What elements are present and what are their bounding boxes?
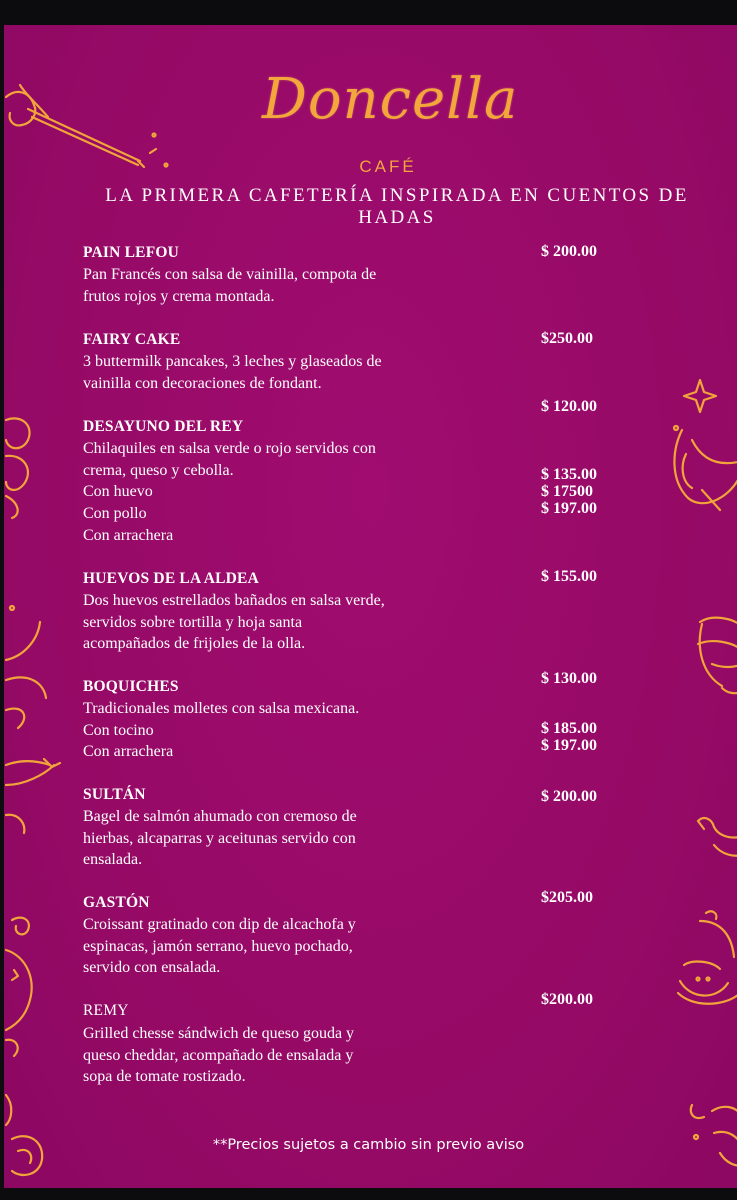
menu-item-price: $250.00 [541, 330, 593, 347]
option-price: $ 185.00 [541, 720, 597, 737]
tagline: LA PRIMERA CAFETERÍA INSPIRADA EN CUENTOS DE HADAS [105, 185, 689, 228]
option-price: $ 197.00 [541, 500, 597, 517]
option-price: $ 197.00 [541, 737, 597, 754]
menu-item-description [83, 264, 463, 307]
top-letterbox [0, 0, 737, 25]
price-disclaimer: **Precios sujetos a cambio sin previo aviso [212, 1137, 525, 1153]
menu-item-description [83, 1023, 463, 1088]
option-label: Con pollo [83, 505, 147, 523]
description-line: servidos sobre tortilla y hoja santa [83, 613, 303, 631]
description-line: Chilaquiles en salsa verde o rojo servidos con [83, 440, 376, 457]
menu-item-description [83, 351, 463, 394]
bottom-letterbox [0, 1188, 737, 1200]
option-label: Con tocino [83, 721, 154, 739]
description-line: Dos huevos estrellados bañados en salsa verde, [83, 592, 385, 609]
menu-item-price: $ 130.00 [541, 670, 597, 687]
menu-item-price: $ 200.00 [541, 243, 597, 260]
description-line: frutos rojos y crema montada. [83, 287, 275, 305]
option-label: Con arrachera [83, 526, 174, 544]
description-line: servido con ensalada. [83, 959, 221, 977]
description-line: acompañados de frijoles de la olla. [83, 635, 306, 653]
menu-item-name: SULTÁN [83, 786, 146, 803]
menu-item-description [83, 914, 463, 979]
menu-item-name: REMY [83, 1002, 129, 1019]
description-line: Pan Francés con salsa de vainilla, compota de [83, 266, 377, 283]
description-line: crema, queso y cebolla. [83, 461, 234, 479]
description-line: Bagel de salmón ahumado con cremoso de [83, 808, 357, 825]
menu-item-name: BOQUICHES [83, 678, 179, 695]
menu-item-price: $200.00 [541, 991, 593, 1008]
description-line: ensalada. [83, 851, 143, 869]
menu-item-name: GASTÓN [83, 894, 150, 911]
menu-item-description [83, 698, 463, 763]
logo-cafe-subtitle: CAFÉ [359, 157, 417, 176]
description-line: sopa de tomate rostizado. [83, 1068, 246, 1086]
description-line: vainilla con decoraciones de fondant. [83, 374, 322, 392]
menu-item-price: $ 200.00 [541, 788, 597, 805]
description-line: espinacas, jamón serrano, huevo pochado, [83, 937, 353, 955]
menu-item-price: $205.00 [541, 889, 593, 906]
menu-item-name: PAIN LEFOU [83, 244, 180, 261]
menu-item-name: FAIRY CAKE [83, 331, 181, 348]
menu-item-description [83, 806, 463, 871]
menu-page [4, 25, 737, 1188]
option-price: $ 17500 [541, 483, 593, 500]
description-line: queso cheddar, acompañado de ensalada y [83, 1046, 354, 1064]
option-label: Con huevo [83, 483, 153, 501]
description-line: 3 buttermilk pancakes, 3 leches y glaseados de [83, 353, 382, 370]
option-price: $ 135.00 [541, 466, 597, 483]
menu-list [4, 25, 737, 1188]
menu-item-description [83, 438, 463, 547]
description-line: Grilled chesse sándwich de queso gouda y [83, 1025, 355, 1042]
logo-doncella: Doncella [262, 67, 519, 132]
description-line: hierbas, alcaparras y aceitunas servido con [83, 829, 356, 847]
description-line: Tradicionales molletes con salsa mexicana. [83, 700, 360, 717]
menu-item-description [83, 590, 463, 655]
menu-item-price: $ 120.00 [541, 398, 597, 415]
description-line: Croissant gratinado con dip de alcachofa y [83, 916, 356, 933]
menu-item-price: $ 155.00 [541, 568, 597, 585]
menu-item-name: HUEVOS DE LA ALDEA [83, 570, 259, 587]
option-label: Con arrachera [83, 743, 174, 761]
menu-item-name: DESAYUNO DEL REY [83, 418, 244, 435]
